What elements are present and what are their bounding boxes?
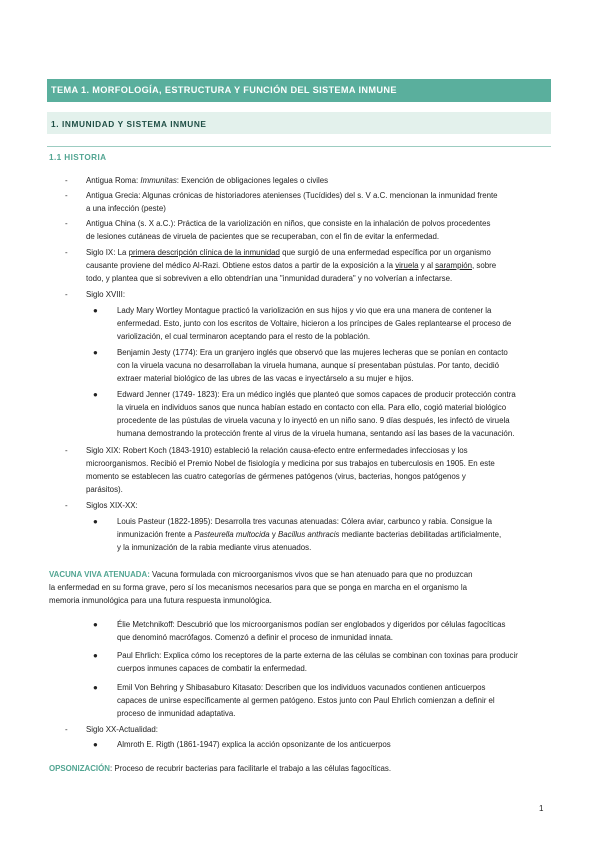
definition-label: OPSONIZACIÓN <box>49 764 110 773</box>
bullet-marker: ● <box>93 651 98 660</box>
dash-marker: - <box>65 501 68 510</box>
bullet-marker: ● <box>93 740 98 749</box>
dash-marker: - <box>65 191 68 200</box>
dash-marker: - <box>65 248 68 257</box>
dash-marker: - <box>65 446 68 455</box>
item-metchnikoff-line: que denominó macrófagos. Comenzó a definir el proceso de inmunidad innata. <box>117 633 393 642</box>
underlined-term: primera descripción clínica de la inmunidad <box>128 248 280 257</box>
item-roma <box>86 176 328 186</box>
chapter-title: TEMA 1. MORFOLOGÍA, ESTRUCTURA Y FUNCIÓN DEL SISTEMA INMUNE <box>51 85 397 95</box>
bullet-marker: ● <box>93 517 98 526</box>
item-china-line: de lesiones cutáneas de viruela de pacientes que se recuperaban, con el fin de evitar la enfermedad. <box>86 232 440 241</box>
item-xix-line: microorganismos. Recibió el Premio Nobel de fisiología y medicina por sus trabajos en tuberculosis en 1905. En este <box>86 459 495 468</box>
item-jenner-line: procedente de las pústulas de viruela vacuna y lo inyectó en un niño sano. 9 días después, les infectó de viruela <box>117 416 510 425</box>
species-name: Bacillus anthracis <box>278 530 340 539</box>
chapter-title-band <box>47 79 551 102</box>
definition-label: VACUNA VIVA ATENUADA: <box>49 570 150 579</box>
dash-marker: - <box>65 725 68 734</box>
item-pasteur-line: Louis Pasteur (1822-1895): Desarrolla tres vacunas atenuadas: Cólera aviar, carbunco y rabia. Consigue la <box>117 517 493 526</box>
section-heading-band <box>47 112 551 134</box>
definition-opsonizacion: OPSONIZACIÓN: Proceso de recubrir bacterias para facilitarle el trabajo a las células fagocíticas. <box>49 764 392 773</box>
dash-marker: - <box>65 290 68 299</box>
dash-marker: - <box>65 176 68 185</box>
item-jenner-line: humana demostrando la protección frente al virus de la viruela humana, sentando así las bases de la vacunación. <box>117 429 515 438</box>
item-grecia-line: a una infección (peste) <box>86 204 166 213</box>
definition-vacuna-line: memoria inmunológica para una futura respuesta inmunológica. <box>49 596 272 605</box>
page-number: 1 <box>539 804 544 813</box>
item-roma-term: Immunitas <box>140 176 177 185</box>
item-ix-line: causante proviene del médico Al-Razi. Obtiene estos datos a partir de la exposición a la viruela y al sarampión, sobre <box>86 261 497 270</box>
item-roma-lead: Antigua Roma: <box>86 176 141 185</box>
item-jenner-line: la viruela en individuos sanos que nunca habían estado en contacto con ella. Para ello, cogió material biológico <box>117 403 507 412</box>
bullet-marker: ● <box>93 390 98 399</box>
item-behring-line: proceso de inmunidad adaptativa. <box>117 709 236 718</box>
item-roma-desc: : Exención de obligaciones legales o civiles <box>176 176 329 185</box>
bullet-marker: ● <box>93 620 98 629</box>
bullet-marker: ● <box>93 683 98 692</box>
item-montague-line: Lady Mary Wortley Montague practicó la variolización en sus hijos y vio que era una manera de contener la <box>117 306 492 315</box>
item-china-line: Antigua China (s. X a.C.): Práctica de la variolización en niños, que consiste en la inhalación de polvos procedentes <box>86 219 491 228</box>
item-ehrlich-line: Paul Ehrlich: Explica cómo los receptores de la parte externa de las células se combinan con toxinas para producir <box>117 651 518 660</box>
item-pasteur-line: y la inmunización de la rabia mediante virus atenuados. <box>117 543 312 552</box>
definition-vacuna-line: la enfermedad en su forma grave, pero sí los mecanismos necesarios para que se ponga en marcha en el organismo la <box>49 583 467 592</box>
item-metchnikoff-line: Élie Metchnikoff: Descubrió que los microorganismos podían ser englobados y digeridos por células fagocíticas <box>117 620 506 629</box>
item-pasteur-line: inmunización frente a Pasteurella multocida y Bacillus anthracis mediante bacterias debilitadas artificialmente, <box>117 530 502 539</box>
item-jenner-line: Edward Jenner (1749- 1823): Era un médico inglés que planteó que somos capaces de producir protección contra <box>117 390 516 399</box>
item-ix-line: todo, y plantea que si sobreviven a ello obtendrían una "inmunidad duradera" y no volverían a infectarse. <box>86 274 453 283</box>
underlined-term: viruela <box>395 261 419 270</box>
dash-marker: - <box>65 219 68 228</box>
item-jesty-line: Benjamin Jesty (1774): Era un granjero inglés que observó que las mujeres lecheras que se ponían en contacto <box>117 348 508 357</box>
item-xviii: Siglo XVIII: <box>86 290 126 299</box>
section-heading: 1. INMUNIDAD Y SISTEMA INMUNE <box>51 119 207 129</box>
divider <box>47 146 551 147</box>
item-montague-line: variolización, el cual terminaron aceptando para el resto de la población. <box>117 332 371 341</box>
subsection-heading: 1.1 HISTORIA <box>49 153 107 162</box>
item-xix-line: momento se establecen las cuatro categorías de gérmenes patógenos (virus, bacterias, hongos patógenos y <box>86 472 466 481</box>
item-almroth: Almroth E. Rigth (1861-1947) explica la acción opsonizante de los anticuerpos <box>117 740 391 749</box>
item-grecia-line: Antigua Grecia: Algunas crónicas de historiadores atenienses (Tucídides) del s. V a.C. mencionan la inmunidad frente <box>86 191 498 200</box>
item-jesty-line: extraer material biológico de las ubres de las vacas e inyectárselo a su mujer e hijos. <box>117 374 414 383</box>
bullet-marker: ● <box>93 306 98 315</box>
item-ehrlich-line: cuerpos inmunes capaces de combatir la enfermedad. <box>117 664 307 673</box>
item-xixxx: Siglos XIX-XX: <box>86 501 138 510</box>
underlined-term: sarampión <box>435 261 472 270</box>
item-montague-line: enfermedad. Esto, junto con los escritos de Voltaire, hicieron a los príncipes de Gales replantearse el proceso de <box>117 319 512 328</box>
item-xix-line: Siglo XIX: Robert Koch (1843-1910) estableció la relación causa-efecto entre enfermedades infecciosas y los <box>86 446 468 455</box>
item-behring-line: Emil Von Behring y Shibasaburo Kitasato: Describen que los individuos vacunados contienen anticuerpos <box>117 683 486 692</box>
item-xix-line: parásitos). <box>86 485 123 494</box>
item-behring-line: capaces de unirse específicamente al germen patógeno. Estos junto con Paul Ehrlich comienzan a definir el <box>117 696 495 705</box>
item-jesty-line: con la viruela vacuna no desarrollaban la viruela humana, aunque sí presentaban pústulas. Por tanto, decidió <box>117 361 500 370</box>
definition-vacuna-line: VACUNA VIVA ATENUADA: Vacuna formulada con microorganismos vivos que se han atenuado para que no produzcan <box>49 570 473 579</box>
item-ix-line: Siglo IX: La primera descripción clínica de la inmunidad que surgió de una enfermedad específica por un organismo <box>86 248 491 257</box>
species-name: Pasteurella multocida <box>194 530 270 539</box>
bullet-marker: ● <box>93 348 98 357</box>
item-xxactual: Siglo XX-Actualidad: <box>86 725 158 734</box>
